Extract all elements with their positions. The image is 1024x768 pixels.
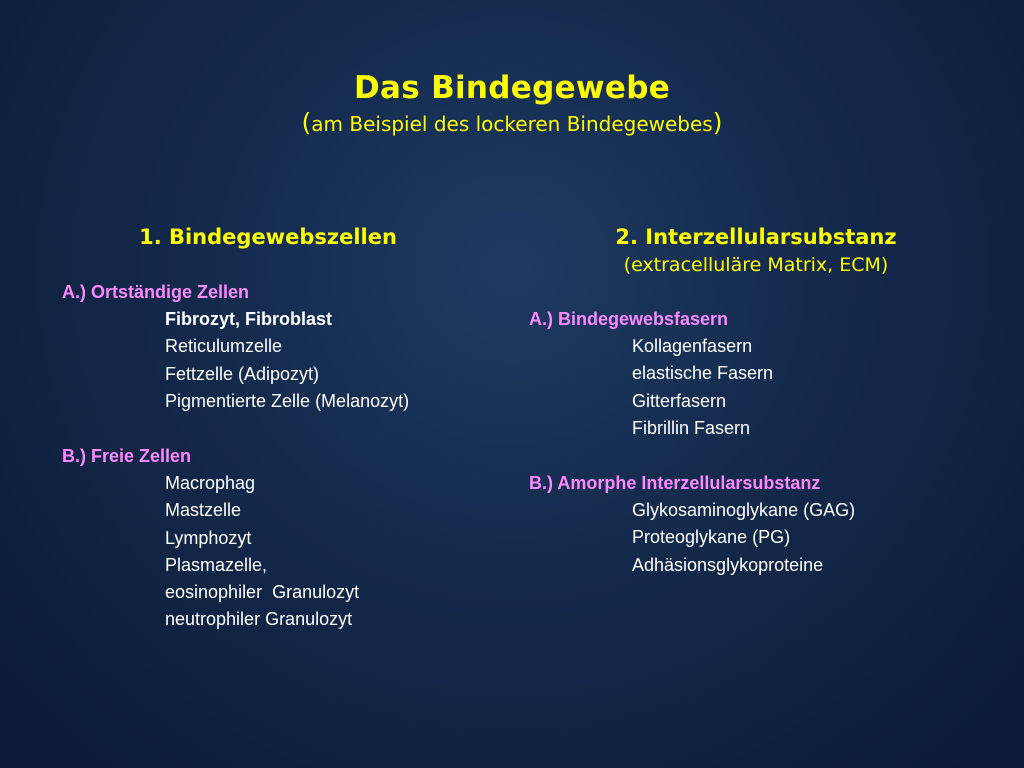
list-item: Gitterfasern <box>632 390 727 411</box>
right-section-b-title: B.) Amorphe Interzellularsubstanz <box>529 473 821 493</box>
list-item: Macrophag <box>165 473 256 493</box>
slide-subtitle <box>0 108 1024 139</box>
list-item: Adhäsionsglykoproteine <box>632 554 824 575</box>
list-item: Pigmentierte Zelle (Melanozyt) <box>165 390 410 411</box>
right-section-b-list <box>632 497 855 579</box>
left-section-a-title: A.) Ortständige Zellen <box>62 282 250 302</box>
left-header-title: 1. Bindegewebszellen <box>139 225 397 249</box>
subtitle-open-paren: ( <box>301 108 312 137</box>
list-item: Fettzelle (Adipozyt) <box>165 363 320 384</box>
list-item: Fibrozyt, Fibroblast <box>165 309 333 329</box>
slide-title: Das Bindegewebe <box>353 70 671 106</box>
list-item: Kollagenfasern <box>632 336 753 356</box>
list-item: Reticulumzelle <box>165 336 283 357</box>
title-block <box>0 68 1024 139</box>
list-item: Lymphozyt <box>165 527 252 548</box>
list-item: Plasmazelle, <box>165 554 268 575</box>
subtitle-close-paren: ) <box>712 108 723 137</box>
right-section-a-title: A.) Bindegewebsfasern <box>529 309 729 329</box>
list-item: Glykosaminoglykane (GAG) <box>632 500 856 520</box>
list-item: elastische Fasern <box>632 363 774 384</box>
list-item: Proteoglykane (PG) <box>632 527 791 548</box>
left-section-b-title: B.) Freie Zellen <box>62 446 192 466</box>
list-item: eosinophiler Granulozyt <box>165 582 360 603</box>
right-section-a-list <box>632 333 773 442</box>
left-section-b-list <box>165 470 359 634</box>
right-column-header <box>580 222 932 278</box>
left-section-a-list <box>165 306 409 415</box>
list-item: Fibrillin Fasern <box>632 417 751 438</box>
left-column-header <box>130 222 406 252</box>
list-item: Mastzelle <box>165 500 242 521</box>
right-header-title: 2. Interzellularsubstanz <box>615 225 897 249</box>
list-item: neutrophiler Granulozyt <box>165 609 353 630</box>
subtitle-text: am Beispiel des lockeren Bindegewebes <box>311 112 713 136</box>
right-header-subtitle: (extracelluläre Matrix, ECM) <box>623 254 889 276</box>
